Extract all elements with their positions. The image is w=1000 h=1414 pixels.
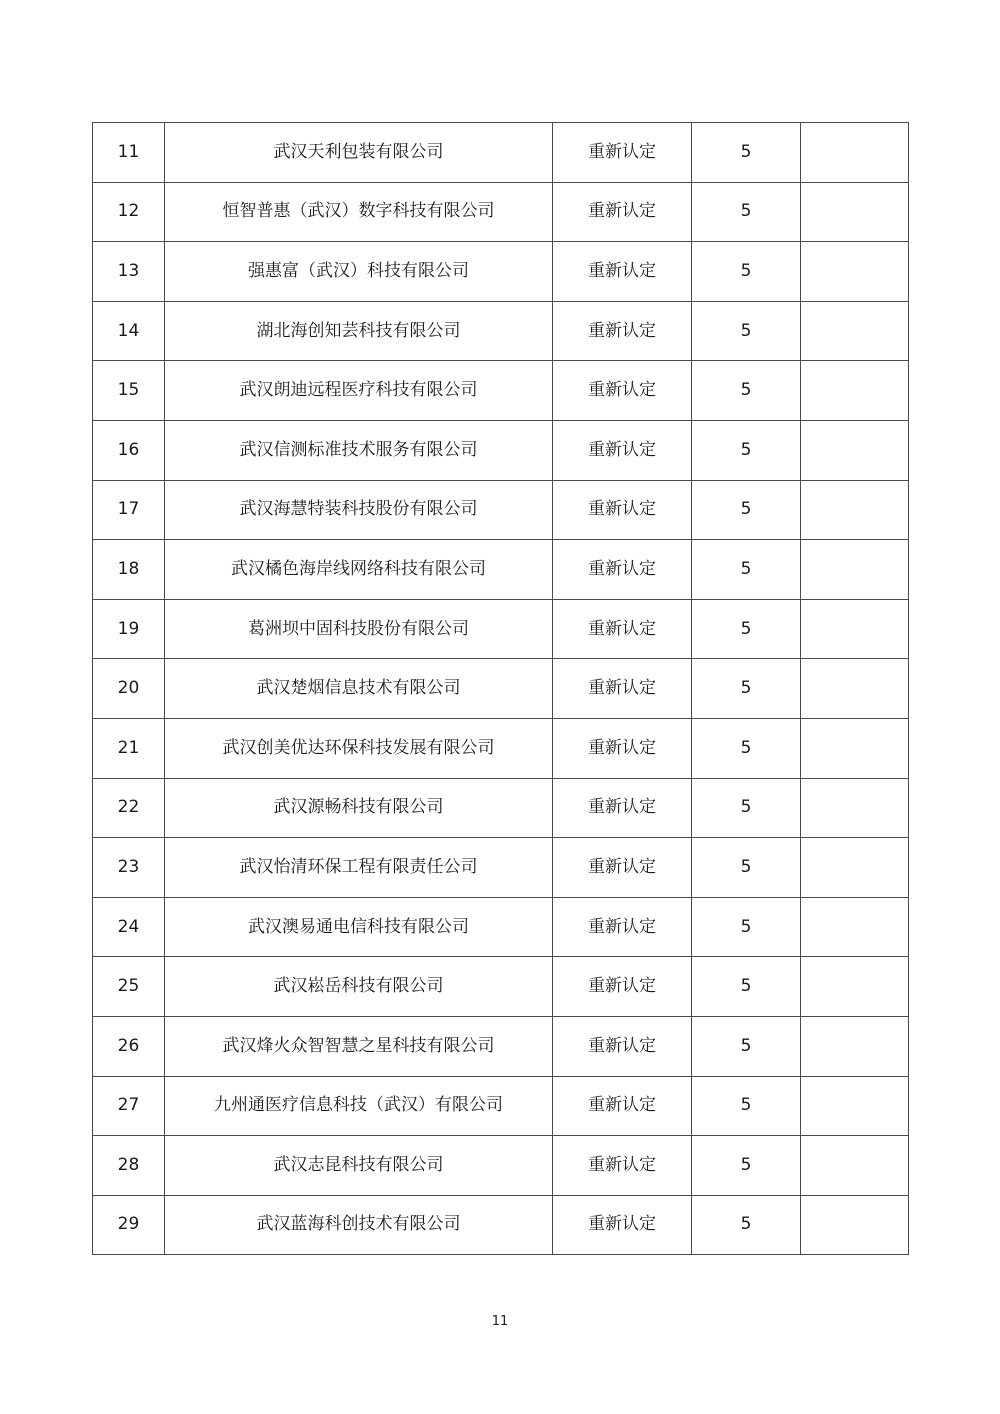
score-cell: 5 (692, 659, 801, 719)
row-number-cell: 24 (93, 897, 165, 957)
table-row (93, 838, 909, 898)
recognition-type-cell: 重新认定 (553, 659, 692, 719)
score-cell: 5 (692, 838, 801, 898)
company-name-cell: 武汉朗迪远程医疗科技有限公司 (165, 361, 553, 421)
note-cell (801, 659, 909, 719)
table-row (93, 897, 909, 957)
recognition-type-cell: 重新认定 (553, 1136, 692, 1196)
recognition-type-cell: 重新认定 (553, 242, 692, 302)
table-row (93, 301, 909, 361)
recognition-type-cell: 重新认定 (553, 361, 692, 421)
note-cell (801, 361, 909, 421)
table-row (93, 1136, 909, 1196)
table-row (93, 1076, 909, 1136)
score-cell: 5 (692, 1076, 801, 1136)
company-name-cell: 武汉志昆科技有限公司 (165, 1136, 553, 1196)
recognition-type-cell: 重新认定 (553, 957, 692, 1017)
score-cell: 5 (692, 123, 801, 183)
score-cell: 5 (692, 1195, 801, 1255)
score-cell: 5 (692, 301, 801, 361)
company-name-cell: 强惠富（武汉）科技有限公司 (165, 242, 553, 302)
company-name-cell: 葛洲坝中固科技股份有限公司 (165, 599, 553, 659)
row-number-cell: 26 (93, 1016, 165, 1076)
row-number-cell: 27 (93, 1076, 165, 1136)
page-number: 11 (491, 1314, 509, 1329)
recognition-type-cell: 重新认定 (553, 182, 692, 242)
table-row (93, 123, 909, 183)
company-name-cell: 武汉烽火众智智慧之星科技有限公司 (165, 1016, 553, 1076)
note-cell (801, 897, 909, 957)
score-cell: 5 (692, 242, 801, 302)
company-name-cell: 武汉怡清环保工程有限责任公司 (165, 838, 553, 898)
recognition-type-cell: 重新认定 (553, 420, 692, 480)
table-row (93, 659, 909, 719)
table-row (93, 420, 909, 480)
table-row (93, 1195, 909, 1255)
table-row (93, 361, 909, 421)
company-name-cell: 武汉楚烟信息技术有限公司 (165, 659, 553, 719)
recognition-type-cell: 重新认定 (553, 540, 692, 600)
note-cell (801, 540, 909, 600)
recognition-type-cell: 重新认定 (553, 1016, 692, 1076)
row-number-cell: 21 (93, 718, 165, 778)
note-cell (801, 301, 909, 361)
row-number-cell: 22 (93, 778, 165, 838)
company-name-cell: 恒智普惠（武汉）数字科技有限公司 (165, 182, 553, 242)
score-cell: 5 (692, 480, 801, 540)
table-row (93, 718, 909, 778)
recognition-type-cell: 重新认定 (553, 718, 692, 778)
score-cell: 5 (692, 599, 801, 659)
row-number-cell: 16 (93, 420, 165, 480)
company-table (92, 122, 909, 1255)
note-cell (801, 838, 909, 898)
note-cell (801, 778, 909, 838)
table-body (93, 123, 909, 1255)
row-number-cell: 14 (93, 301, 165, 361)
table-row (93, 957, 909, 1017)
note-cell (801, 420, 909, 480)
table-row (93, 242, 909, 302)
company-name-cell: 武汉信测标准技术服务有限公司 (165, 420, 553, 480)
recognition-type-cell: 重新认定 (553, 1195, 692, 1255)
note-cell (801, 1195, 909, 1255)
row-number-cell: 25 (93, 957, 165, 1017)
note-cell (801, 1076, 909, 1136)
row-number-cell: 23 (93, 838, 165, 898)
company-name-cell: 九州通医疗信息科技（武汉）有限公司 (165, 1076, 553, 1136)
row-number-cell: 17 (93, 480, 165, 540)
table-row (93, 778, 909, 838)
score-cell: 5 (692, 1016, 801, 1076)
row-number-cell: 29 (93, 1195, 165, 1255)
company-name-cell: 武汉崧岳科技有限公司 (165, 957, 553, 1017)
row-number-cell: 19 (93, 599, 165, 659)
recognition-type-cell: 重新认定 (553, 838, 692, 898)
note-cell (801, 599, 909, 659)
recognition-type-cell: 重新认定 (553, 599, 692, 659)
recognition-type-cell: 重新认定 (553, 897, 692, 957)
recognition-type-cell: 重新认定 (553, 301, 692, 361)
company-name-cell: 武汉橘色海岸线网络科技有限公司 (165, 540, 553, 600)
note-cell (801, 182, 909, 242)
score-cell: 5 (692, 361, 801, 421)
table-row (93, 599, 909, 659)
score-cell: 5 (692, 957, 801, 1017)
company-name-cell: 武汉源畅科技有限公司 (165, 778, 553, 838)
row-number-cell: 28 (93, 1136, 165, 1196)
recognition-type-cell: 重新认定 (553, 778, 692, 838)
company-name-cell: 武汉蓝海科创技术有限公司 (165, 1195, 553, 1255)
company-name-cell: 湖北海创知芸科技有限公司 (165, 301, 553, 361)
row-number-cell: 12 (93, 182, 165, 242)
table-row (93, 1016, 909, 1076)
table-row (93, 182, 909, 242)
score-cell: 5 (692, 1136, 801, 1196)
note-cell (801, 123, 909, 183)
recognition-type-cell: 重新认定 (553, 123, 692, 183)
row-number-cell: 11 (93, 123, 165, 183)
recognition-type-cell: 重新认定 (553, 1076, 692, 1136)
note-cell (801, 957, 909, 1017)
row-number-cell: 13 (93, 242, 165, 302)
company-name-cell: 武汉海慧特装科技股份有限公司 (165, 480, 553, 540)
row-number-cell: 20 (93, 659, 165, 719)
note-cell (801, 480, 909, 540)
score-cell: 5 (692, 540, 801, 600)
row-number-cell: 18 (93, 540, 165, 600)
score-cell: 5 (692, 897, 801, 957)
table-row (93, 540, 909, 600)
score-cell: 5 (692, 718, 801, 778)
score-cell: 5 (692, 778, 801, 838)
table-row (93, 480, 909, 540)
note-cell (801, 242, 909, 302)
company-name-cell: 武汉创美优达环保科技发展有限公司 (165, 718, 553, 778)
note-cell (801, 1016, 909, 1076)
note-cell (801, 718, 909, 778)
company-name-cell: 武汉澳易通电信科技有限公司 (165, 897, 553, 957)
company-name-cell: 武汉天利包装有限公司 (165, 123, 553, 183)
note-cell (801, 1136, 909, 1196)
row-number-cell: 15 (93, 361, 165, 421)
score-cell: 5 (692, 182, 801, 242)
recognition-type-cell: 重新认定 (553, 480, 692, 540)
score-cell: 5 (692, 420, 801, 480)
